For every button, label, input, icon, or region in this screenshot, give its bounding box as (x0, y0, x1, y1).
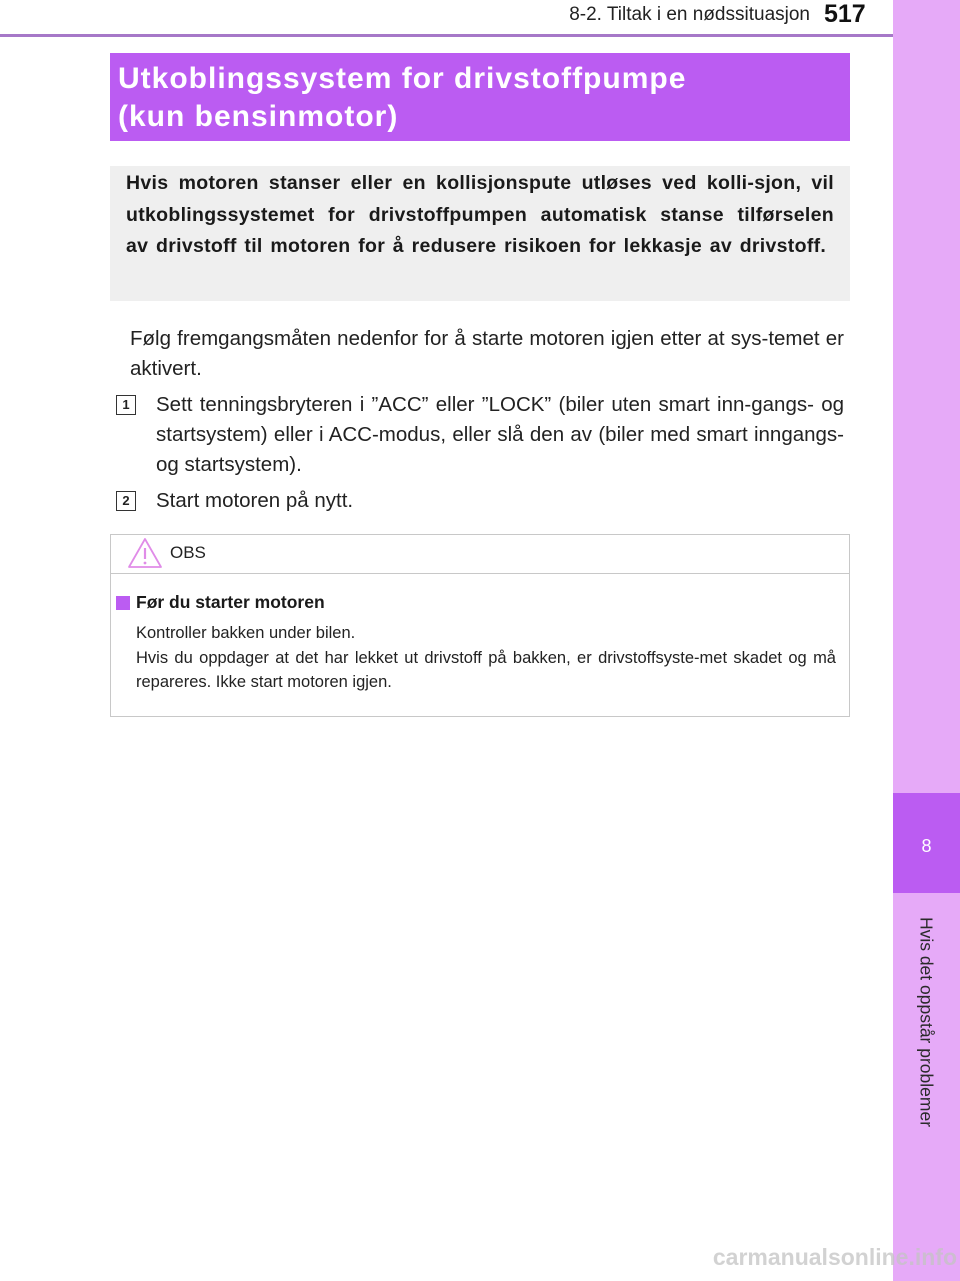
section-header: 8-2. Tiltak i en nødssituasjon (569, 4, 810, 25)
notice-label: OBS (170, 543, 206, 562)
square-bullet-icon (116, 596, 130, 610)
page-number: 517 (824, 0, 866, 28)
step-number-1: 1 (116, 395, 136, 415)
step-text-1: Sett tenningsbryteren i ”ACC” eller ”LOCK” (biler uten smart inn-gangs- og startsystem) eller i ACC-modus, eller slå den av (biler med smart inngangs- og startsystem). (156, 393, 844, 476)
warning-triangle-icon (127, 537, 163, 569)
notice-line-1: Kontroller bakken under bilen. (136, 624, 356, 642)
step-text-2: Start motoren på nytt. (156, 489, 354, 512)
title-line-1: Utkoblingssystem for drivstoffpumpe (118, 62, 687, 95)
notice-divider (111, 573, 849, 574)
intro-text: Hvis motoren stanser eller en kollisjonspute utløses ved kolli-sjon, vil utkoblingssystemet for drivstoffpumpen automatisk stanse tilførselen av drivstoff til motoren for å redusere risikoen for lekkasje av drivstoff. (126, 172, 834, 257)
header-divider (0, 34, 893, 37)
step-number-2: 2 (116, 491, 136, 511)
notice-heading: Før du starter motoren (136, 592, 325, 612)
body-paragraph: Følg fremgangsmåten nedenfor for å starte motoren igjen etter at sys-temet er aktivert. (130, 327, 844, 380)
chapter-title: Hvis det oppstår problemer (916, 916, 937, 1128)
notice-line-2: Hvis du oppdager at det har lekket ut drivstoff på bakken, er drivstoffsyste-met skadet og må repareres. Ikke start motoren igjen. (136, 648, 836, 691)
watermark: carmanualsonline.info (712, 1244, 957, 1270)
chapter-number: 8 (921, 836, 932, 856)
page-title (118, 60, 838, 136)
title-line-2: (kun bensinmotor) (118, 100, 399, 133)
notice-body (136, 621, 836, 695)
